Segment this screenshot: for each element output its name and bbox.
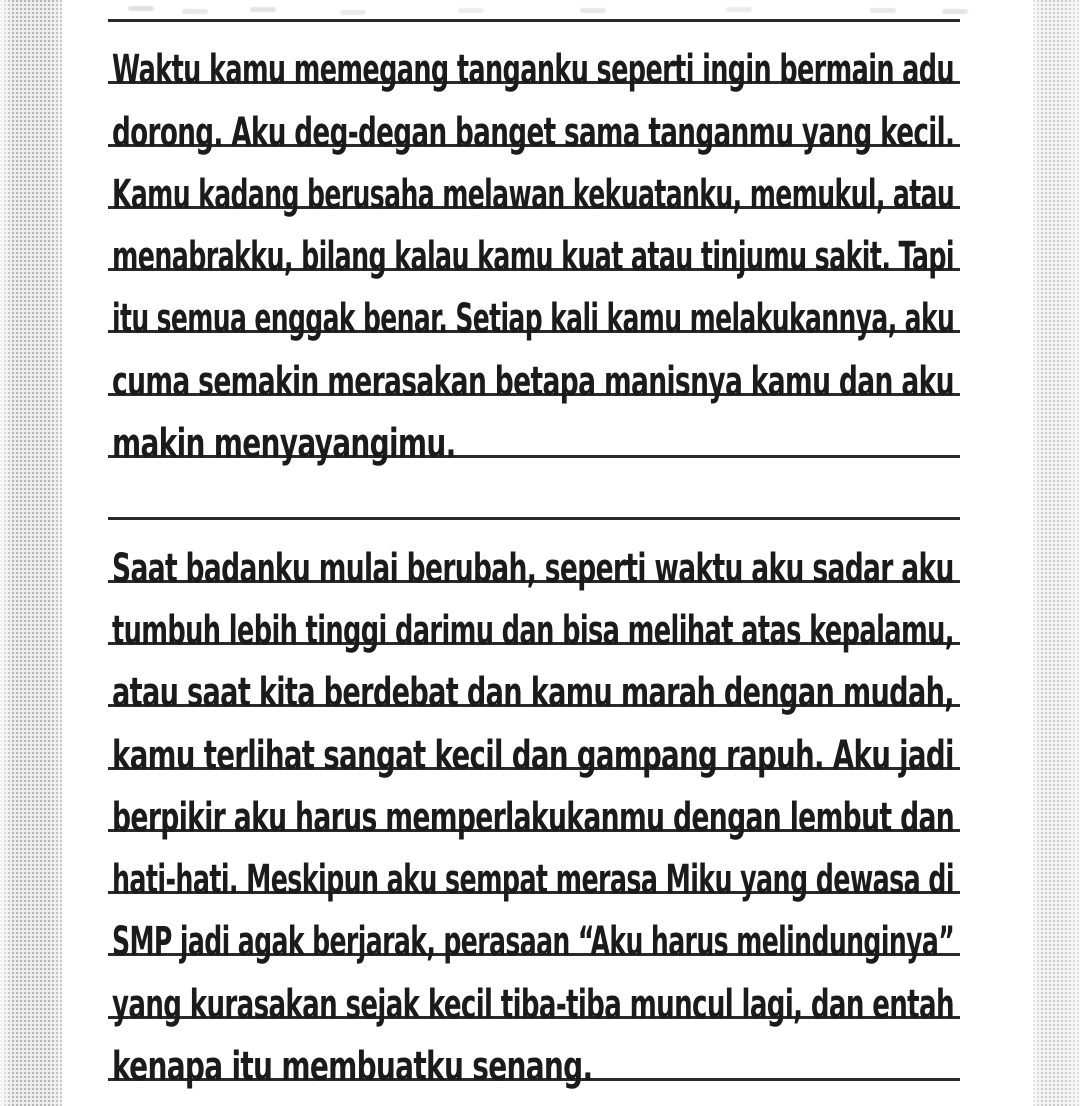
ruled-line xyxy=(108,84,960,156)
handwritten-text: Waktu kamu memegang tanganku seperti ingin bermain adu xyxy=(112,47,954,94)
handwritten-text: tumbuh lebih tinggi darimu dan bisa melihat atas kepalamu, xyxy=(112,607,954,654)
ruled-line xyxy=(108,832,960,904)
ruled-line xyxy=(108,0,960,22)
handwritten-text: kamu terlihat sangat kecil dan gampang rapuh. Aku jadi xyxy=(112,732,954,779)
ruled-line xyxy=(108,209,960,281)
handwritten-text: itu semua enggak benar. Setiap kali kamu melakukannya, aku xyxy=(112,296,955,343)
handwritten-text: Saat badanku mulai berubah, seperti waktu aku sadar aku xyxy=(112,545,954,592)
handwritten-text: atau saat kita berdebat dan kamu marah dengan mudah, xyxy=(112,670,954,717)
page-edge-right-texture xyxy=(1033,0,1080,1106)
handwritten-text: SMP jadi agak berjarak, perasaan “Aku harus melindunginya” xyxy=(112,919,955,966)
ruled-line xyxy=(108,271,960,343)
ruled-line xyxy=(108,520,960,592)
ruled-line xyxy=(108,707,960,779)
ruled-line xyxy=(108,645,960,717)
ruled-line xyxy=(108,770,960,841)
ruled-line xyxy=(108,396,960,468)
handwritten-text: berpikir aku harus memperlakukanmu dengan lembut dan xyxy=(112,794,955,841)
ruled-line xyxy=(108,583,960,654)
ruled-line xyxy=(108,147,960,218)
handwritten-text: menabrakku, bilang kalau kamu kuat atau tinjumu sakit. Tapi xyxy=(112,234,954,281)
ruled-lines xyxy=(108,0,960,1091)
ruled-line xyxy=(108,458,960,520)
ruled-line xyxy=(108,894,960,966)
handwritten-text: kenapa itu membuatku senang. xyxy=(112,1044,593,1091)
page-edge-left-texture xyxy=(0,0,62,1106)
handwritten-text: dorong. Aku deg-degan banget sama tanganmu yang kecil. xyxy=(112,109,955,156)
handwritten-text: cuma semakin merasakan betapa manisnya kamu dan aku xyxy=(112,358,954,405)
handwritten-text: makin menyayangimu. xyxy=(112,421,456,468)
ruled-line xyxy=(108,1019,960,1091)
handwritten-text: hati-hati. Meskipun aku sempat merasa Miku yang dewasa di xyxy=(112,857,954,904)
handwritten-text: yang kurasakan sejak kecil tiba-tiba muncul lagi, dan entah xyxy=(112,981,954,1028)
paper xyxy=(62,0,1033,1106)
handwritten-text: Kamu kadang berusaha melawan kekuatanku, memukul, atau xyxy=(112,171,955,218)
ruled-line xyxy=(108,956,960,1028)
ruled-line xyxy=(108,333,960,405)
ruled-line xyxy=(108,22,960,94)
